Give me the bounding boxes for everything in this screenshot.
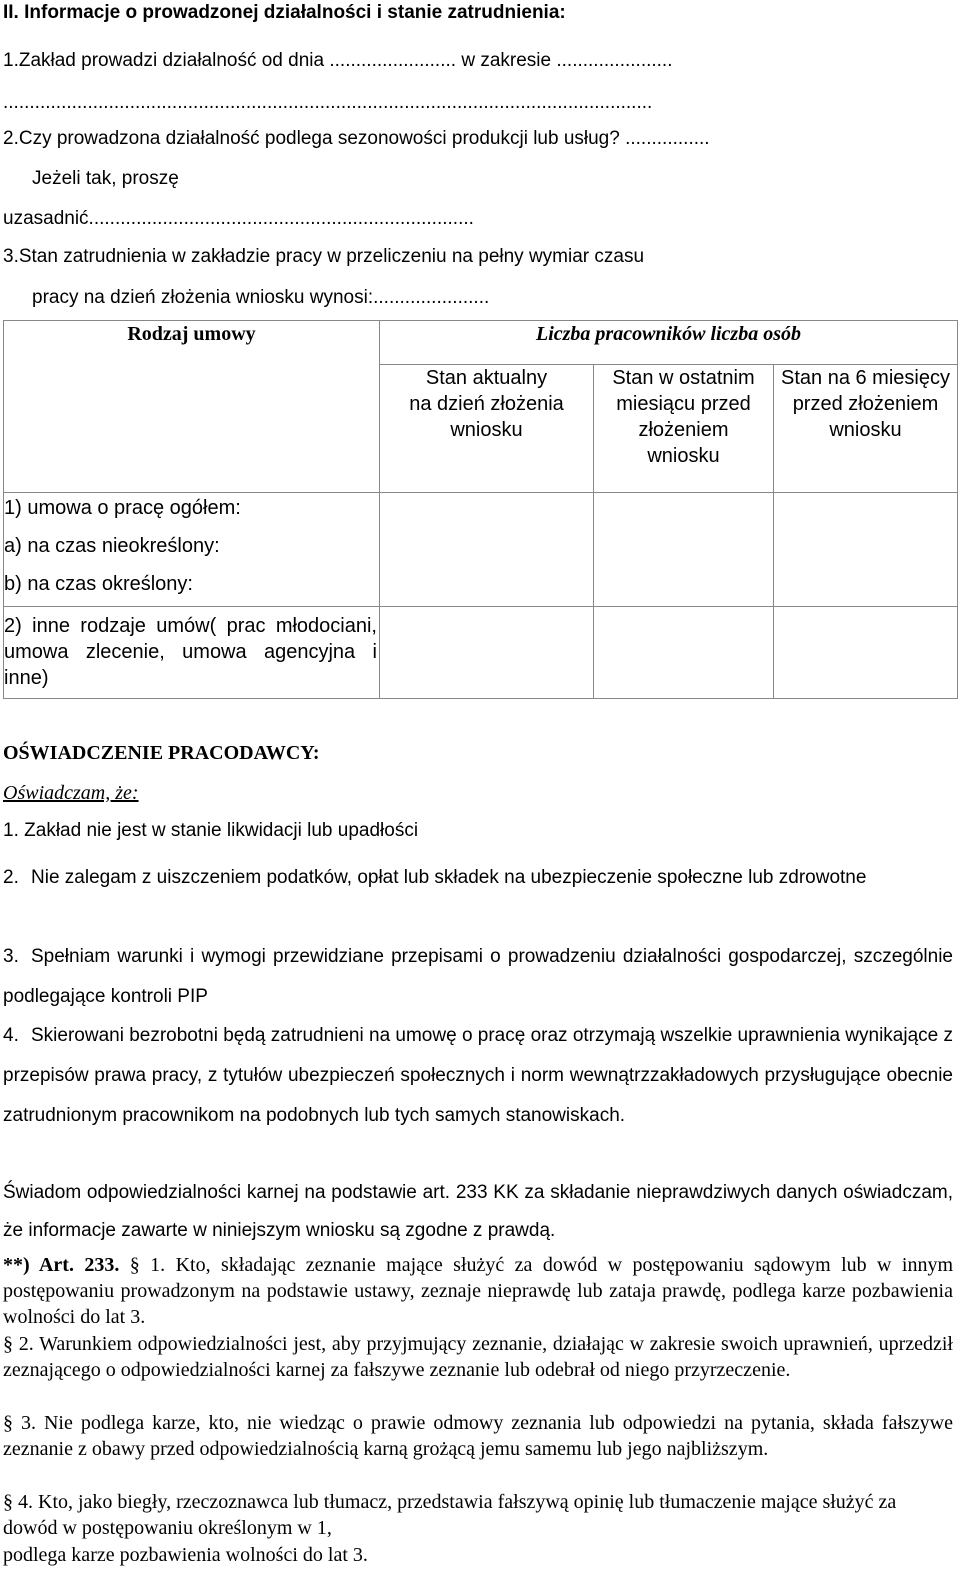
law-paragraph-1: **) Art. 233. § 1. Kto, składając zeznanie mające służyć za dowód w postępowaniu sądowym lub w innym postępowaniu prowadzonym na podstawie ustawy, zeznaje nieprawdę lub zataja prawdę, podlega karze pozbawienia wolności do lat 3.	[3, 1254, 953, 1328]
table-cell[interactable]	[594, 493, 774, 607]
subheader-ostatni-miesiac: Stan w ostatnim miesiącu przed złożeniem wniosku	[594, 365, 774, 493]
question-2-sub1: Jeżeli tak, proszę	[32, 168, 179, 189]
table-cell[interactable]	[380, 607, 594, 699]
table-row-label: 2) inne rodzaje umów( prac młodociani, umowa zlecenie, umowa agencyjna i inne)	[4, 607, 380, 699]
section-title: II. Informacje o prowadzonej działalności i stanie zatrudnienia:	[3, 2, 566, 23]
header-rodzaj-umowy: Rodzaj umowy	[4, 321, 380, 493]
table-cell[interactable]	[774, 607, 958, 699]
question-2: 2.Czy prowadzona działalność podlega sezonowości produkcji lub usług? ................	[3, 128, 710, 149]
question-3-continuation: pracy na dzień złożenia wniosku wynosi:......................	[32, 287, 490, 308]
law-paragraph-2: § 2. Warunkiem odpowiedzialności jest, aby przyjmujący zeznanie, działając w zakresie swoich uprawnień, uprzedził zeznającego o odpowiedzialności karnej za fałszywe zeznanie lub odebrał od niego przyrzeczenie.	[3, 1333, 953, 1381]
section-sign: §	[129, 1254, 140, 1276]
section-sign: §	[3, 1412, 13, 1434]
table-cell[interactable]	[594, 607, 774, 699]
table-cell[interactable]	[774, 493, 958, 607]
question-3: 3.Stan zatrudnienia w zakładzie pracy w przeliczeniu na pełny wymiar czasu	[3, 246, 645, 267]
question-1: 1.Zakład prowadzi działalność od dnia ........................ w zakresie ......................	[3, 50, 673, 71]
declaration-item-2: 2. Nie zalegam z uiszczeniem podatków, opłat lub składek na ubezpieczenie społeczne lub zdrowotne	[3, 867, 867, 888]
awareness-statement: Świadom odpowiedzialności karnej na podstawie art. 233 KK za składanie nieprawdziwych danych oświadczam, że informacje zawarte w niniejszym wniosku są zgodne z prawdą.	[3, 1182, 953, 1241]
employment-table	[3, 320, 958, 699]
law-reference: **) Art. 233.	[3, 1254, 120, 1276]
subheader-szesc-miesiecy: Stan na 6 miesięcy przed złożeniem wniosku	[774, 365, 958, 493]
question-2-sub2: uzasadnić.........................................................................	[3, 208, 474, 229]
table-cell[interactable]	[380, 493, 594, 607]
section-sign: §	[3, 1491, 13, 1513]
declaration-intro: Oświadczam, że:	[3, 782, 139, 804]
subheader-stan-aktualny: Stan aktualny na dzień złożenia wniosku	[380, 365, 594, 493]
declaration-item-4: 4. Skierowani bezrobotni będą zatrudnieni na umowę o pracę oraz otrzymają wszelkie uprawnienia wynikające z przepisów prawa pracy, z tytułów ubezpieczeń społecznych i norm wewnątrzzakładowych przysługujące obecnie zatrudnionym pracownikom na podobnych lub tych samych stanowiskach.	[3, 1025, 953, 1126]
declaration-item-3: 3. Spełniam warunki i wymogi przewidziane przepisami o prowadzeniu działalności gospodarczej, szczególnie podlegające kontroli PIP	[3, 946, 953, 1007]
question-1-continuation: ...........................................................................................................................	[3, 92, 653, 113]
table-row-label: 1) umowa o pracę ogółem: a) na czas nieokreślony: b) na czas określony:	[4, 493, 380, 607]
declaration-heading: OŚWIADCZENIE PRACODAWCY:	[3, 742, 320, 764]
header-liczba-pracownikow: Liczba pracowników liczba osób	[380, 321, 958, 365]
declaration-item-1: 1. Zakład nie jest w stanie likwidacji lub upadłości	[3, 820, 419, 841]
law-paragraph-4: § 4. Kto, jako biegły, rzeczoznawca lub tłumacz, przedstawia fałszywą opinię lub tłumaczenie mające służyć za dowód w postępowaniu określonym w 1,	[3, 1491, 897, 1539]
law-paragraph-3: § 3. Nie podlega karze, kto, nie wiedząc o prawie odmowy zeznania lub odpowiedzi na pytania, składa fałszywe zeznanie z obawy przed odpowiedzialnością karną grożącą jemu samemu lub jego najbliższym.	[3, 1412, 953, 1460]
law-paragraph-4-end: podlega karze pozbawienia wolności do lat 3.	[3, 1544, 368, 1566]
section-sign: §	[3, 1333, 13, 1355]
